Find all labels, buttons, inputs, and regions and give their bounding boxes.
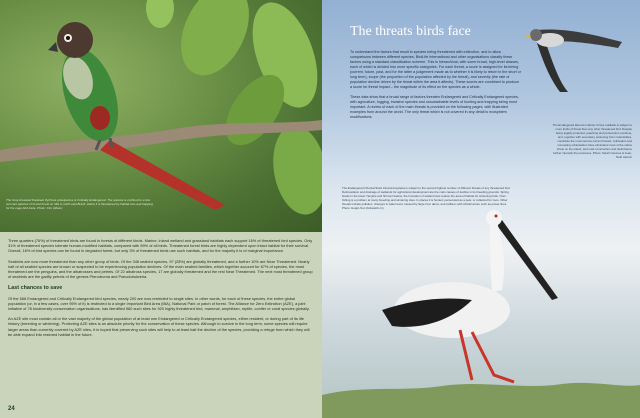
- paragraph: These data show that a broad range of factors threaten Endangered and Critically Endangered species, with agriculture, logging, invasive species and unsustainable levels of hunting and trapping being most important. A review of each of the main threats is provided on the following pages, with illustrated examples from around the world. The only threat which is not covered in any detail is ecosystem modifications.: [350, 95, 519, 119]
- left-body-text: [8, 238, 314, 342]
- paragraph: Three quarters (76%) of threatened birds are found in forests of different kinds. Marine, inland wetland and grassland habitats each support 16% of threatened bird species. Only 31% of threatened species tolerate human-modified habitats, compared with 59% of all birds. Threatened forest birds are highly dependent upon intact habitat for their survival. Overall, 18% of bird species can be found in degraded forest, but only 3% of threatened birds use such habitats, and for the majority it is of marginal importance.: [8, 238, 313, 254]
- stork-bird: [382, 210, 558, 382]
- photo-caption: The Grey-breasted Parakeet Pyrrhura griseipectus is Critically Endangered. The species is confined to a few remnant patches of humid forest on hills in north-east Brazil, where it is threatened by habitat loss and trapping for the cage-bird trade. Photo: Ciro Albano: [6, 198, 153, 211]
- paragraph: Of the 566 Endangered and Critically Endangered bird species, nearly 200 are now restricted to single sites. In other words, for each of these species, the entire global population (or, in a few cases, over 95% of it) is restricted to a single Important Bird Area (IBA), National Park or patch of forest. The Alliance for Zero Extinction (AZE), a joint initiative of 78 biodiversity conservation organisations, has identified 580 such sites for 920 highly threatened bird, mammal, amphibian, reptile, conifer or coral species globally.: [8, 295, 310, 312]
- page-title: The threats birds face: [350, 24, 471, 39]
- harrier-bird: [525, 29, 622, 92]
- parakeet-photo: [0, 0, 322, 232]
- harrier-caption: The Endangered Réunion Harrier Circus maillardi is subject to more kinds of threat than any other threatened bird. Despite being legally protected, poaching and persecution continue, and, together with secondary poisoning from rodenticides, constitute the most serious current threats. Cultivation and increasing urbanisation have eliminated most of the native forest on the island, and road construction and disturbance further intensify the pressures. Photo: Sarah Caceres & Jean-Noël Jasmin: [552, 123, 632, 159]
- right-body-text: [350, 50, 522, 125]
- stork-caption: The Endangered Oriental Stork Ciconia boyciana is subject to the second highest number of different threats of any threatened bird. Deforestation and drainage of wetlands for agricultural development are the main causes of decline in its breeding grounds. Spring floods in the lower Yangtze and hill river basins, the formation of wetland loss reduce the area of habitat for wintering birds. Over-fishing is a problem at many breeding and wintering sites. In places it is hunted, persecuted as a pest, or collected for zoos. Other threats include pollution, changes in water level, caused by large river dams, and collision with infrastructure such as power lines. Photo: Huajin Sun (brdwatch.cn): [342, 186, 511, 210]
- section-subheading: Last chances to save: [8, 285, 63, 292]
- paragraph: To understand the factors that result in species being threatened with extinction, and to allow comparisons between different species, BirdLife International and other organisations classify these factors using a standard classification scheme. This is hierarchical, with some broad, high-level classes, each of which is divided into more specific categories. For each threat, a score is assigned for its timing (current, future, past, and for the latter a judgement made as to whether it is likely to return in the short or long term), scope (the proportion of the population affected by the threat), and severity (the rate of population decline driven by the threat within the area it affects). These scores are combined to produce a score for threat impact – the magnitude of its effect on the species as a whole.: [350, 50, 521, 89]
- paragraph: Seabirds are now more threatened than any other group of birds. Of the 346 seabird species, 97 (28%) are globally threatened, and a further 10% are Near Threatened. Nearly half of all seabird species are known or suspected to be experiencing population declines. Of the main seabird families, which together account for 67% of species, the most threatened are the penguins, and the albatrosses and petrels. Of 22 albatross species, 17 are globally threatened and the rest Near Threatened. The next most threatened group of seabirds are the gadfly petrels of the genera Pterodroma and Pseudobulweria.: [8, 258, 313, 280]
- right-page: [322, 0, 640, 418]
- page-number: 24: [8, 406, 15, 412]
- paragraph: An AZE site must contain all or the vast majority of the global population of at least one Endangered or Critically Endangered species, either resident, or during part of its life history (breeding or wintering). Protecting AZE sites is an absolute priority for the conservation of these species. Although to survive in the long term, some species will require larger areas than currently covered by AZE sites, it is hoped that preserving such sites will help to at least halt the decline of the species, providing a refuge from which they will be able expand into restored habitat in the future.: [8, 316, 310, 337]
